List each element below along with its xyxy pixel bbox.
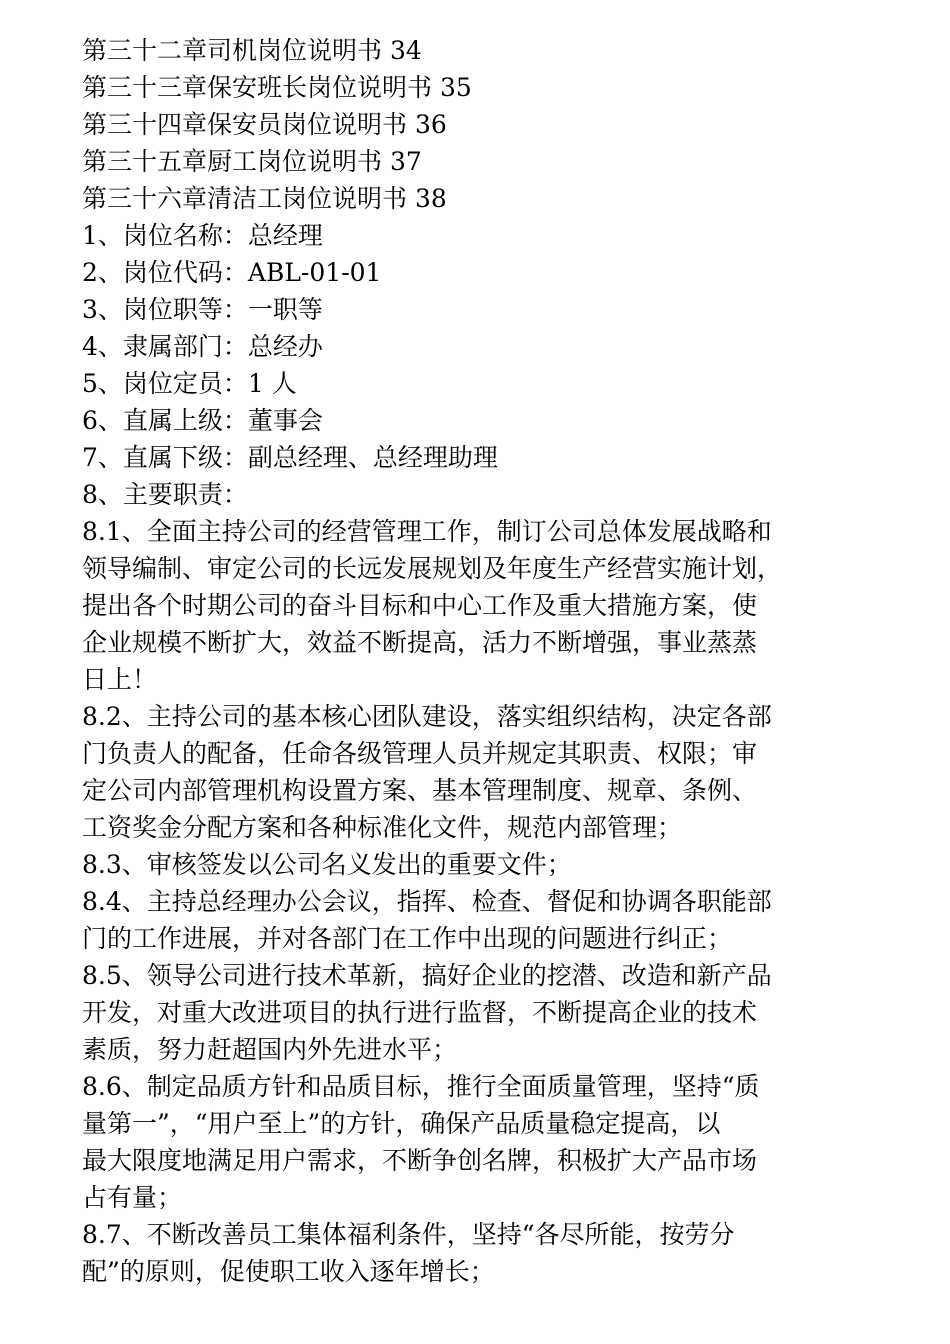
toc-entry-33: 第三十三章保安班长岗位说明书 35 [82, 73, 472, 102]
duty-line: 8.6、制定品质方针和品质目标，推行全面质量管理，坚持“质 [82, 1072, 760, 1101]
duty-line: 企业规模不断扩大，效益不断提高，活力不断增强，事业蒸蒸 [82, 628, 758, 657]
toc-entry-32: 第三十二章司机岗位说明书 34 [82, 36, 422, 65]
duty-line: 定公司内部管理机构设置方案、基本管理制度、规章、条例、 [82, 776, 758, 805]
duty-line: 占有量； [82, 1183, 183, 1212]
duty-line: 工资奖金分配方案和各种标准化文件，规范内部管理； [82, 813, 683, 842]
duty-line: 8.4、主持总经理办公会议，指挥、检查、督促和协调各职能部 [82, 887, 772, 916]
duty-line: 最大限度地满足用户需求，不断争创名牌，积极扩大产品市场 [82, 1146, 758, 1175]
duty-line: 开发，对重大改进项目的执行进行监督，不断提高企业的技术 [82, 998, 758, 1027]
toc-entry-35: 第三十五章厨工岗位说明书 37 [82, 147, 422, 176]
field-job-code: 2、岗位代码：ABL-01-01 [82, 258, 382, 287]
field-main-duties-heading: 8、主要职责： [82, 480, 248, 509]
duty-8-7 [82, 1216, 882, 1290]
duty-line: 8.3、审核签发以公司名义发出的重要文件； [82, 850, 572, 879]
duty-line: 配”的原则，促使职工收入逐年增长； [82, 1257, 495, 1286]
document-page [82, 32, 882, 1290]
duty-line: 8.7、不断改善员工集体福利条件，坚持“各尽所能，按劳分 [82, 1220, 735, 1249]
field-job-grade: 3、岗位职等：一职等 [82, 295, 323, 324]
toc-entry-36: 第三十六章清洁工岗位说明书 38 [82, 184, 447, 213]
duty-line: 门的工作进展，并对各部门在工作中出现的问题进行纠正； [82, 924, 733, 953]
duty-8-5 [82, 957, 882, 1068]
job-fields [82, 217, 882, 513]
toc-entry-34: 第三十四章保安员岗位说明书 36 [82, 110, 447, 139]
duty-line: 门负责人的配备，任命各级管理人员并规定其职责、权限；审 [82, 739, 758, 768]
duty-8-2 [82, 698, 882, 846]
duty-line: 8.2、主持公司的基本核心团队建设，落实组织结构，决定各部 [82, 702, 772, 731]
toc-list [82, 32, 882, 217]
duty-line: 8.5、领导公司进行技术革新，搞好企业的挖潜、改造和新产品 [82, 961, 772, 990]
duty-line: 素质，努力赶超国内外先进水平； [82, 1035, 458, 1064]
duties-list [82, 513, 882, 1290]
duty-8-6 [82, 1068, 882, 1216]
duty-line: 提出各个时期公司的奋斗目标和中心工作及重大措施方案，使 [82, 591, 758, 620]
field-superior: 6、直属上级：董事会 [82, 406, 323, 435]
duty-line: 8.1、全面主持公司的经营管理工作，制订公司总体发展战略和 [82, 517, 772, 546]
duty-line: 日上！ [82, 665, 158, 694]
field-headcount: 5、岗位定员：1 人 [82, 369, 297, 398]
duty-8-4 [82, 883, 882, 957]
field-job-title: 1、岗位名称：总经理 [82, 221, 323, 250]
duty-8-3 [82, 846, 882, 883]
duty-8-1 [82, 513, 882, 698]
duty-line: 量第一”，“用户至上”的方针，确保产品质量稳定提高，以 [82, 1109, 721, 1138]
duty-line: 领导编制、审定公司的长远发展规划及年度生产经营实施计划， [82, 554, 783, 583]
field-department: 4、隶属部门：总经办 [82, 332, 323, 361]
field-subordinates: 7、直属下级：副总经理、总经理助理 [82, 443, 498, 472]
